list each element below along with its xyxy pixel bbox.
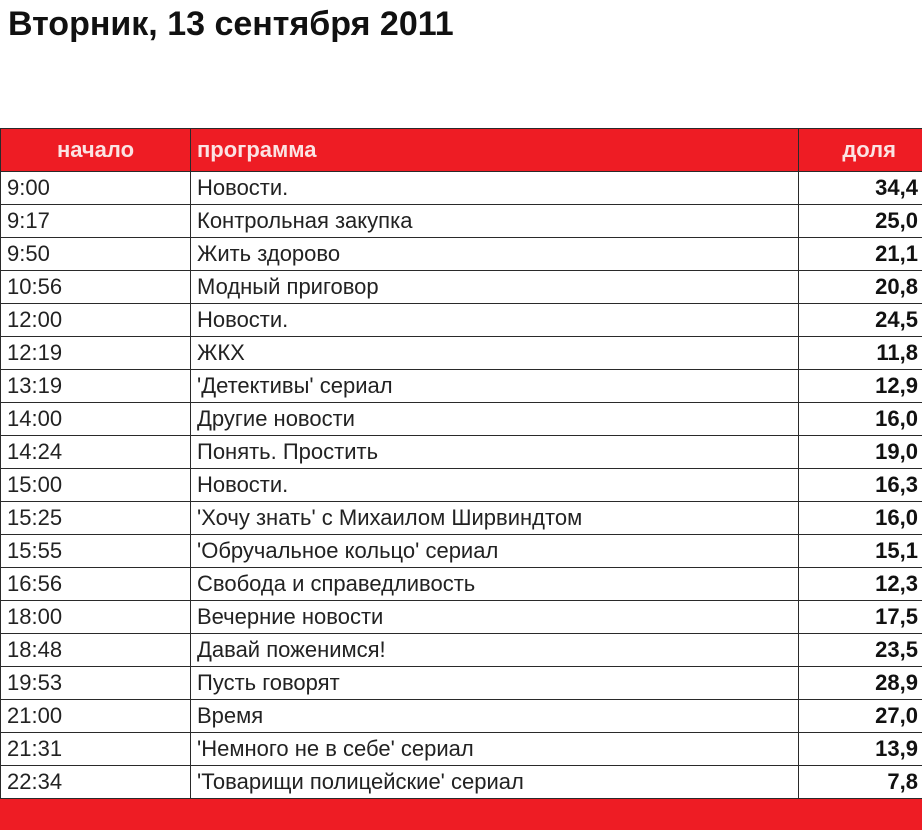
cell-start-time: 21:31 [1, 733, 191, 766]
cell-program: Вечерние новости [191, 601, 799, 634]
table-row [1, 766, 922, 799]
cell-program: Пусть говорят [191, 667, 799, 700]
table-body [1, 172, 922, 799]
table-row [1, 436, 922, 469]
table-header [1, 129, 922, 172]
column-header-share: доля [799, 129, 922, 172]
ratings-table [0, 128, 922, 830]
cell-start-time: 9:17 [1, 205, 191, 238]
cell-program: Другие новости [191, 403, 799, 436]
cell-program: 'Товарищи полицейские' сериал [191, 766, 799, 799]
cell-program: Новости. [191, 172, 799, 205]
cell-share: 15,1 [799, 535, 922, 568]
cell-program: Понять. Простить [191, 436, 799, 469]
cell-share: 23,5 [799, 634, 922, 667]
cell-start-time: 15:00 [1, 469, 191, 502]
table-row [1, 469, 922, 502]
cell-start-time: 15:55 [1, 535, 191, 568]
cell-program: 'Немного не в себе' сериал [191, 733, 799, 766]
table-row [1, 172, 922, 205]
cell-share: 21,1 [799, 238, 922, 271]
table-row [1, 733, 922, 766]
cell-share: 34,4 [799, 172, 922, 205]
cell-share: 12,9 [799, 370, 922, 403]
table-row [1, 568, 922, 601]
cell-share: 16,0 [799, 403, 922, 436]
footer-band [1, 799, 922, 830]
cell-share: 28,9 [799, 667, 922, 700]
cell-program: Давай поженимся! [191, 634, 799, 667]
cell-start-time: 9:00 [1, 172, 191, 205]
cell-start-time: 16:56 [1, 568, 191, 601]
cell-start-time: 12:00 [1, 304, 191, 337]
column-header-program: программа [191, 129, 799, 172]
table-row [1, 535, 922, 568]
cell-program: ЖКХ [191, 337, 799, 370]
cell-share: 17,5 [799, 601, 922, 634]
cell-share: 7,8 [799, 766, 922, 799]
cell-start-time: 12:19 [1, 337, 191, 370]
cell-start-time: 18:48 [1, 634, 191, 667]
page-title: Вторник, 13 сентября 2011 [8, 5, 454, 43]
cell-share: 25,0 [799, 205, 922, 238]
cell-share: 16,0 [799, 502, 922, 535]
cell-start-time: 19:53 [1, 667, 191, 700]
cell-share: 11,8 [799, 337, 922, 370]
cell-program: 'Хочу знать' с Михаилом Ширвиндтом [191, 502, 799, 535]
table-row [1, 403, 922, 436]
column-header-start: начало [1, 129, 191, 172]
cell-start-time: 13:19 [1, 370, 191, 403]
table-row [1, 502, 922, 535]
cell-share: 19,0 [799, 436, 922, 469]
cell-program: 'Детективы' сериал [191, 370, 799, 403]
cell-program: Новости. [191, 469, 799, 502]
cell-start-time: 10:56 [1, 271, 191, 304]
table-row [1, 304, 922, 337]
table-row [1, 337, 922, 370]
cell-program: Модный приговор [191, 271, 799, 304]
table-row [1, 601, 922, 634]
table-row [1, 205, 922, 238]
cell-program: 'Обручальное кольцо' сериал [191, 535, 799, 568]
cell-start-time: 14:00 [1, 403, 191, 436]
cell-program: Новости. [191, 304, 799, 337]
cell-share: 12,3 [799, 568, 922, 601]
cell-program: Свобода и справедливость [191, 568, 799, 601]
table-footer-band [1, 799, 922, 830]
cell-start-time: 21:00 [1, 700, 191, 733]
cell-program: Время [191, 700, 799, 733]
table-row [1, 667, 922, 700]
cell-start-time: 22:34 [1, 766, 191, 799]
table-row [1, 370, 922, 403]
cell-share: 13,9 [799, 733, 922, 766]
cell-share: 16,3 [799, 469, 922, 502]
cell-share: 24,5 [799, 304, 922, 337]
cell-program: Жить здорово [191, 238, 799, 271]
table-row [1, 271, 922, 304]
cell-start-time: 18:00 [1, 601, 191, 634]
cell-start-time: 15:25 [1, 502, 191, 535]
cell-start-time: 14:24 [1, 436, 191, 469]
cell-share: 27,0 [799, 700, 922, 733]
footer-row [1, 799, 922, 830]
cell-start-time: 9:50 [1, 238, 191, 271]
table-row [1, 238, 922, 271]
cell-share: 20,8 [799, 271, 922, 304]
table-row [1, 700, 922, 733]
table-row [1, 634, 922, 667]
cell-program: Контрольная закупка [191, 205, 799, 238]
header-row [1, 129, 922, 172]
